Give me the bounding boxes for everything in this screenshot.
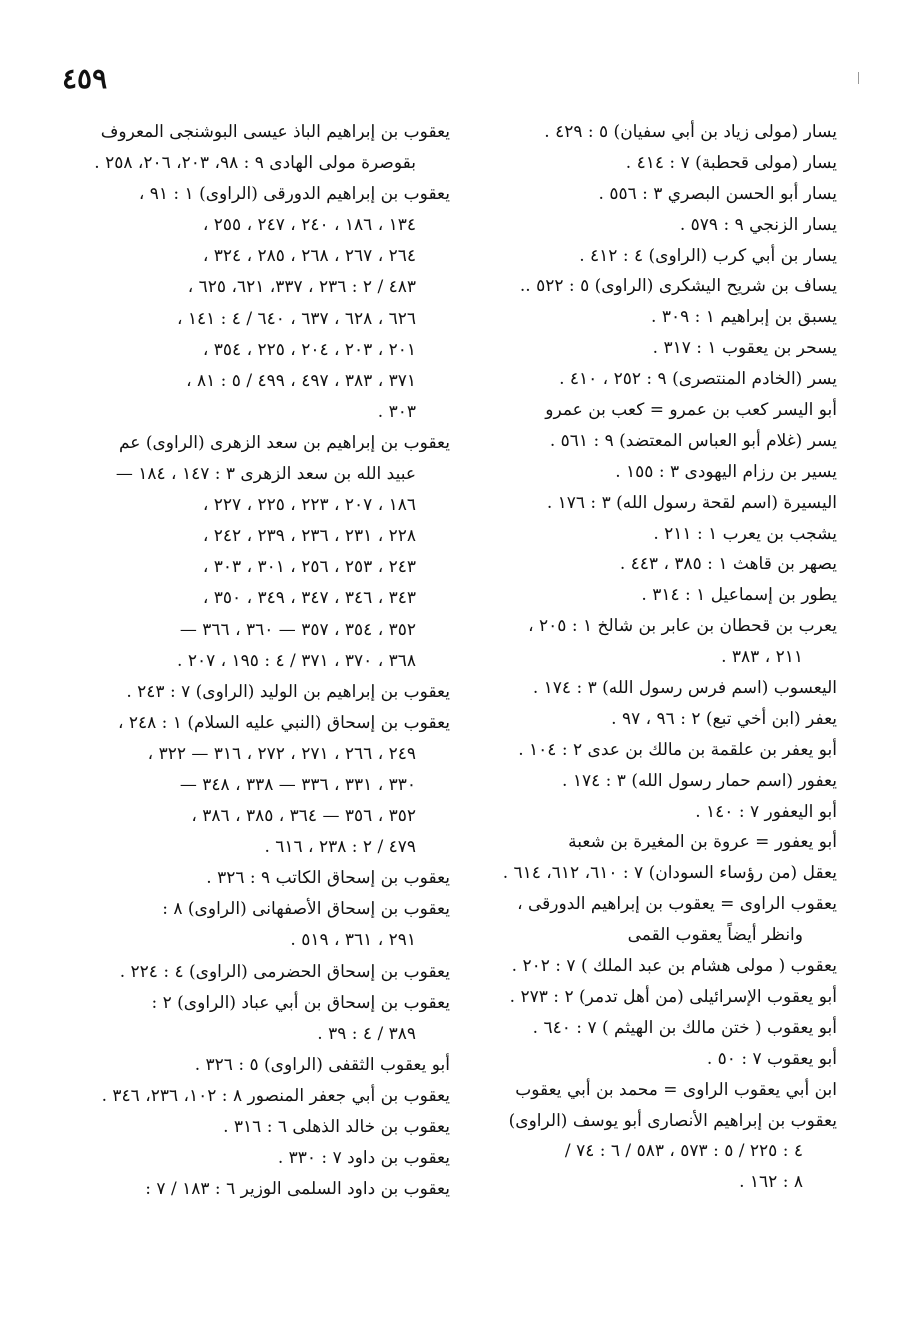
index-entry: يعقوب بن إسحاق (النبي عليه السلام) ١ : ٢٤٨ ، xyxy=(117,712,450,733)
index-entry: يسار (مولى قحطبة) ٧ : ٤١٤ . xyxy=(625,152,837,173)
index-entry: يعقوب بن إسحاق الأصفهانى (الراوى) ٨ : xyxy=(162,899,450,920)
index-entry-continuation: ٢٢٨ ، ٢٣١ ، ٢٣٦ ، ٢٣٩ ، ٢٤٢ ، xyxy=(202,526,416,547)
index-entry: يعقوب الراوى = يعقوب بن إبراهيم الدورقى ، xyxy=(517,894,837,915)
index-entry: يعقوب بن إبراهيم بن الوليد (الراوى) ٧ : ٢٤٣ . xyxy=(126,681,450,702)
index-entry: يعقوب ( مولى هشام بن عبد الملك ) ٧ : ٢٠٢ . xyxy=(511,956,837,977)
index-entry: اليسيرة (اسم لقحة رسول الله) ٣ : ١٧٦ . xyxy=(546,492,837,513)
index-entry: يطور بن إسماعيل ١ : ٣١٤ . xyxy=(641,585,837,606)
index-entry: يعقوب بن داود السلمى الوزير ٦ : ١٨٣ / ٧ : xyxy=(145,1179,450,1200)
index-entry-continuation: ٨ : ١٦٢ . xyxy=(739,1172,803,1193)
page-number: ٤٥٩ xyxy=(62,62,108,95)
index-entry-continuation: بقوصرة مولى الهادى ٩ : ٩٨، ٢٠٣، ٢٠٦، ٢٥٨ . xyxy=(94,153,416,174)
index-entry: يسار أبو الحسن البصري ٣ : ٥٥٦ . xyxy=(598,183,837,204)
index-entry: أبو يعفر بن علقمة بن مالك بن عدى ٢ : ١٠٤ . xyxy=(518,739,837,760)
index-entry: يسار الزنجي ٩ : ٥٧٩ . xyxy=(679,214,837,235)
index-entry: يصهر بن قاهث ١ : ٣٨٥ ، ٤٤٣ . xyxy=(619,554,837,575)
index-entry-continuation: ٣٣٠ ، ٣٣١ ، ٣٣٦ — ٣٣٨ ، ٣٤٨ — xyxy=(179,774,416,795)
index-entry: أبو يعفور = عروة بن المغيرة بن شعبة xyxy=(568,832,837,853)
index-entry: يسر (الخادم المنتصرى) ٩ : ٢٥٢ ، ٤١٠ . xyxy=(559,369,837,390)
index-entry: يعقل (من رؤساء السودان) ٧ : ٦١٠، ٦١٢، ٦١٤ . xyxy=(502,863,837,884)
index-entry: يعقوب بن إبراهيم الدورقى (الراوى) ١ : ٩١ ، xyxy=(138,184,450,205)
index-entry-continuation: ٣٧١ ، ٣٨٣ ، ٤٩٧ ، ٤٩٩ / ٥ : ٨١ ، xyxy=(186,370,416,391)
index-entry: يعقوب بن خالد الذهلى ٦ : ٣١٦ . xyxy=(223,1117,450,1137)
index-entry-continuation: ٣٨٩ / ٤ : ٣٩ . xyxy=(317,1023,416,1044)
index-entry: يسار (مولى زياد بن أبي سفيان) ٥ : ٤٢٩ . xyxy=(544,122,837,142)
index-entry: يعقوب بن أبي جعفر المنصور ٨ : ١٠٢، ٢٣٦، ٣٤٦ . xyxy=(101,1085,450,1106)
index-entry-continuation: ٢٦٤ ، ٢٦٧ ، ٢٦٨ ، ٢٨٥ ، ٣٢٤ ، xyxy=(202,246,416,267)
index-entry-continuation: ٣٤٣ ، ٣٤٦ ، ٣٤٧ ، ٣٤٩ ، ٣٥٠ ، xyxy=(202,588,416,609)
index-entry: أبو اليسر كعب بن عمرو = كعب بن عمرو xyxy=(545,400,837,421)
index-entry: يعفور (اسم حمار رسول الله) ٣ : ١٧٤ . xyxy=(562,770,837,791)
index-entry-continuation: ٤ : ٢٢٥ / ٥ : ٥٧٣ ، ٥٨٣ / ٦ : ٧٤ / xyxy=(564,1141,803,1162)
index-entry: يعقوب بن إبراهيم الباذ عيسى البوشنجى المعروف xyxy=(100,122,450,142)
index-entry-continuation: وانظر أيضاً يعقوب القمى xyxy=(627,925,803,946)
index-entry-continuation: ٢٤٩ ، ٢٦٦ ، ٢٧١ ، ٢٧٢ ، ٣١٦ — ٣٢٢ ، xyxy=(147,743,416,764)
index-entry: يسبق بن إبراهيم ١ : ٣٠٩ . xyxy=(651,307,837,328)
index-entry: يسحر بن يعقوب ١ : ٣١٧ . xyxy=(652,338,837,359)
index-entry: يعرب بن قحطان بن عابر بن شالخ ١ : ٢٠٥ ، xyxy=(528,616,837,637)
index-entry-continuation: ٣٥٢ ، ٣٥٤ ، ٣٥٧ — ٣٦٠ ، ٣٦٦ — xyxy=(179,619,416,640)
index-entry: يعقوب بن إسحاق الكاتب ٩ : ٣٢٦ . xyxy=(206,868,450,889)
index-entry-continuation: ٦٢٦ ، ٦٢٨ ، ٦٣٧ ، ٦٤٠ / ٤ : ١٤١ ، xyxy=(176,308,416,329)
index-entry: أبو اليعفور ٧ : ١٤٠ . xyxy=(695,801,837,822)
index-entry-continuation: ٣٠٣ . xyxy=(377,401,416,422)
index-entry-continuation: ٣٦٨ ، ٣٧٠ ، ٣٧١ / ٤ : ١٩٥ ، ٢٠٧ . xyxy=(177,650,416,671)
index-entry: أبو يعقوب الثقفى (الراوى) ٥ : ٣٢٦ . xyxy=(194,1054,450,1075)
index-entry-continuation: ١٣٤ ، ١٨٦ ، ٢٤٠ ، ٢٤٧ ، ٢٥٥ ، xyxy=(202,215,416,236)
index-entry: أبو يعقوب ٧ : ٥٠ . xyxy=(706,1048,837,1069)
index-entry: اليعسوب (اسم فرس رسول الله) ٣ : ١٧٤ . xyxy=(532,678,837,699)
index-entry: يعقوب بن إسحاق بن أبي عباد (الراوى) ٢ : xyxy=(151,992,450,1013)
index-entry: يعفر (ابن أخي تبع) ٢ : ٩٦ ، ٩٧ . xyxy=(611,708,837,729)
index-entry: يسر (غلام أبو العباس المعتضد) ٩ : ٥٦١ . xyxy=(549,430,837,451)
index-entry-continuation: ٢٤٣ ، ٢٥٣ ، ٢٥٦ ، ٣٠١ ، ٣٠٣ ، xyxy=(202,557,416,578)
index-entry: يسار بن أبي كرب (الراوى) ٤ : ٤١٢ . xyxy=(579,245,837,266)
margin-mark xyxy=(858,72,859,84)
index-entry-continuation: ٣٥٢ ، ٣٥٦ — ٣٦٤ ، ٣٨٥ ، ٣٨٦ ، xyxy=(191,806,416,827)
index-entry: ابن أبي يعقوب الراوى = محمد بن أبي يعقوب xyxy=(515,1079,837,1100)
right-index-column xyxy=(462,117,837,1198)
index-entry: يساف بن شريح اليشكرى (الراوى) ٥ : ٥٢٢ .. xyxy=(519,276,837,297)
index-entry: يعقوب بن إبراهيم بن سعد الزهرى (الراوى) عم xyxy=(118,432,450,453)
index-entry-continuation: ٢١١ ، ٣٨٣ . xyxy=(721,647,803,668)
left-index-column xyxy=(70,117,450,1205)
index-entry-continuation: ٢٩١ ، ٣٦١ ، ٥١٩ . xyxy=(290,930,416,951)
index-entry: يعقوب بن إبراهيم الأنصارى أبو يوسف (الراوى) xyxy=(508,1110,837,1131)
index-entry: يشجب بن يعرب ١ : ٢١١ . xyxy=(653,523,837,544)
index-entry-continuation: ١٨٦ ، ٢٠٧ ، ٢٢٣ ، ٢٢٥ ، ٢٢٧ ، xyxy=(202,495,416,516)
index-entry: أبو يعقوب الإسرائيلى (من أهل تدمر) ٢ : ٢٧٣ . xyxy=(509,986,837,1007)
index-entry-continuation: ٤٧٩ / ٢ : ٢٣٨ ، ٦١٦ . xyxy=(264,837,416,858)
index-entry-continuation: عبيد الله بن سعد الزهرى ٣ : ١٤٧ ، ١٨٤ — xyxy=(115,464,416,485)
index-entry: يسير بن رزام اليهودى ٣ : ١٥٥ . xyxy=(615,461,837,482)
index-entry: يعقوب بن إسحاق الحضرمى (الراوى) ٤ : ٢٢٤ . xyxy=(119,961,450,982)
index-entry-continuation: ٢٠١ ، ٢٠٣ ، ٢٠٤ ، ٢٢٥ ، ٣٥٤ ، xyxy=(202,339,416,360)
index-entry-continuation: ٤٨٣ / ٢ : ٢٣٦ ، ٣٣٧، ٦٢١، ٦٢٥ ، xyxy=(187,277,416,298)
index-entry: يعقوب بن داود ٧ : ٣٣٠ . xyxy=(277,1148,450,1169)
index-entry: أبو يعقوب ( ختن مالك بن الهيثم ) ٧ : ٦٤٠ . xyxy=(532,1017,837,1038)
